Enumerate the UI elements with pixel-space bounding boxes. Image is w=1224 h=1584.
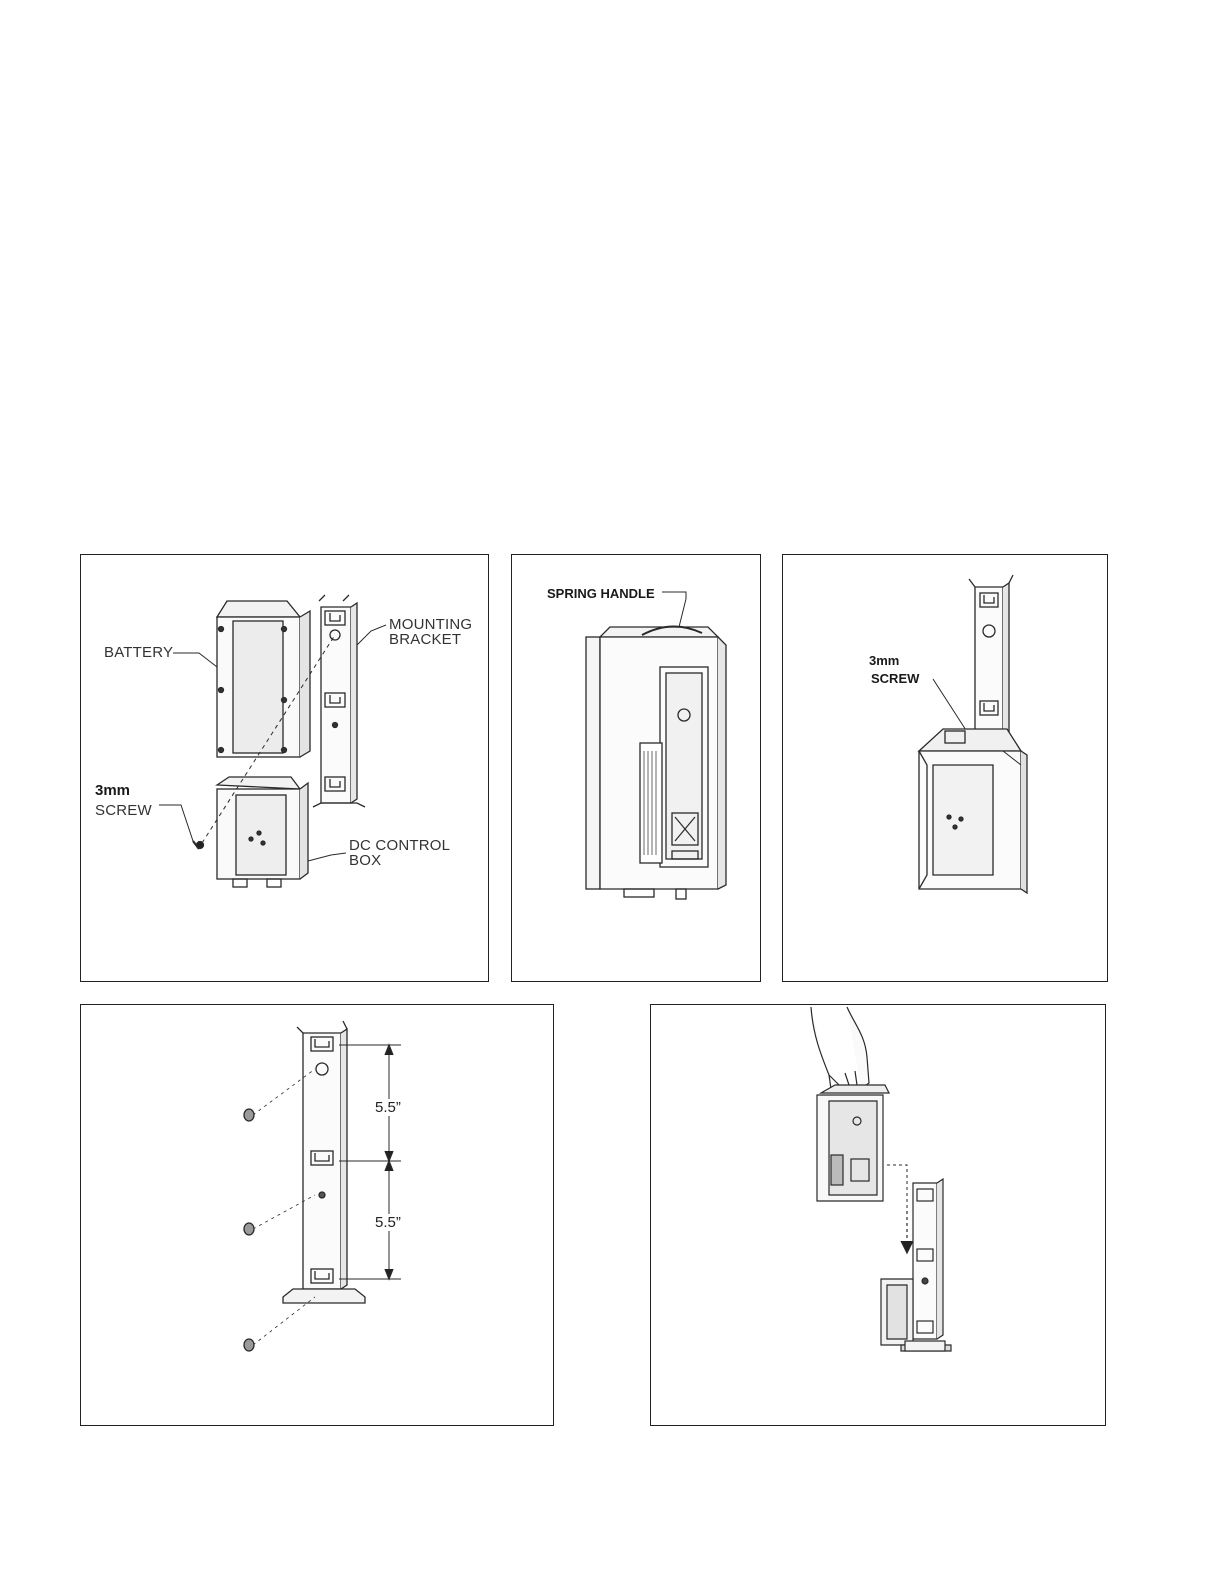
mounting-bracket-label-line1: MOUNTING	[389, 616, 473, 633]
spring-handle-label: SPRING HANDLE	[547, 586, 655, 601]
dc-control-box-label-line1: DC CONTROL	[349, 837, 451, 854]
spring-handle-drawing	[512, 555, 761, 982]
dc-control-box-label-line2: BOX	[349, 852, 382, 869]
battery-label: BATTERY	[104, 644, 174, 661]
bracket-dimensions-figure	[80, 1004, 554, 1426]
screw-label-line2: SCREW	[95, 802, 152, 819]
battery-installation-drawing	[651, 1005, 1106, 1426]
bracket-screw-drawing	[783, 555, 1108, 982]
lower-spacing-dimension: 5.5”	[375, 1214, 401, 1231]
bracket-screw-figure	[782, 554, 1108, 982]
bracket-dimensions-drawing	[81, 1005, 554, 1426]
screw-label-line1: 3mm	[95, 782, 131, 799]
spring-handle-figure	[511, 554, 761, 982]
upper-spacing-dimension: 5.5”	[375, 1099, 401, 1116]
mounting-bracket-label-line2: BRACKET	[389, 631, 462, 648]
screw-label-line2: SCREW	[871, 671, 920, 686]
battery-installation-figure	[650, 1004, 1106, 1426]
screw-label-line1: 3mm	[869, 653, 900, 668]
exploded-view-figure	[80, 554, 489, 982]
